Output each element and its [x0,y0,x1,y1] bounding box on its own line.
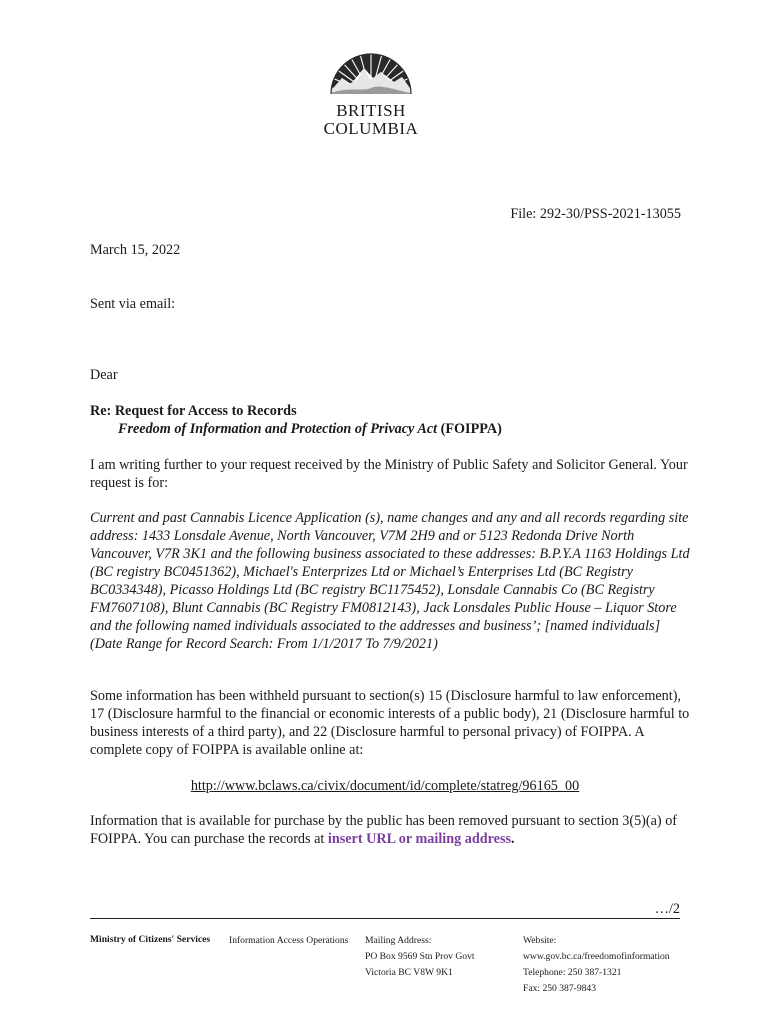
footer-mailing-line1: PO Box 9569 Stn Prov Govt [365,951,475,962]
footer-ministry: Ministry of Citizens' Services [90,934,211,945]
footer-fax: Fax: 250 387-9843 [523,983,597,994]
purchase-text: Information that is available for purchase by the public has been removed pursuant to section 3(5)(a) of FOIPPA. You can purchase the records at [90,813,678,847]
act-name: Freedom of Information and Protection of Privacy Act [118,421,438,437]
footer-mailing-label: Mailing Address: [365,935,432,946]
purchase-paragraph [90,812,690,848]
intro-paragraph: I am writing further to your request received by the Ministry of Public Safety and Solicitor General. Your request is for: [90,457,688,491]
footer-website-link[interactable]: www.gov.bc.ca/freedomofinformation [523,951,670,962]
foippa-url-link[interactable]: http://www.bclaws.ca/civix/document/id/complete/statreg/96165_00 [190,778,580,794]
act-abbreviation: (FOIPPA) [437,421,502,437]
logo-line-british: BRITISH [336,101,406,120]
purchase-link[interactable]: insert URL or mailing address [327,831,512,847]
withheld-paragraph: Some information has been withheld pursuant to section(s) 15 (Disclosure harmful to law enforcement), 17 (Disclosure harmful to the financial or economic interests of a public body), 21 (Disclosure harmful to business interests of a third party), and 22 (Disclosure harmful to personal privacy) of FOIPPA. A complete copy of FOIPPA is available online at: [90,688,690,758]
letter-date: March 15, 2022 [90,242,181,258]
footer-mailing-line2: Victoria BC V8W 9K1 [365,967,453,978]
salutation: Dear [90,367,118,383]
logo-line-columbia: COLUMBIA [323,119,419,138]
file-reference: File: 292-30/PSS-2021-13055 [510,206,681,222]
delivery-method: Sent via email: [90,296,176,312]
purchase-suffix: . [511,831,515,847]
subject-re-line: Re: Request for Access to Records [90,403,297,419]
page-continuation: …/2 [654,901,680,917]
footer-branch: Information Access Operations [229,935,349,946]
bc-sun-mountain-logo-icon [318,44,424,102]
footer-divider [90,918,680,919]
footer-telephone: Telephone: 250 387-1321 [523,967,622,978]
footer-website-label: Website: [523,935,557,946]
request-paragraph: Current and past Cannabis Licence Application (s), name changes and any and all records regarding site address: 1433 Lonsdale Avenue, North Vancouver, V7M 2H9 and or 5123 Redonda Drive North Vancouver, V7R 3K1 and the following business associated to these addresses: B.P.Y.A 1163 Holdings Ltd (BC registry BC0451362), Michael's Enterprizes Ltd or Michael’s Enterprises Ltd (BC Registry BC0334348), Picasso Holdings Ltd (BC registry BC1175452), Lonsdale Cannabis Co (BC Registry FM7607108), Blunt Cannabis (BC Registry FM0812143), Jack Lonsdales Public House – Liquor Store and the following named individuals associated to the addresses and business’; [named individuals] (Date Range for Record Search: From 1/1/2017 To 7/9/2021) [90,510,690,652]
bc-logo [318,44,424,148]
subject-act-line [118,420,502,438]
